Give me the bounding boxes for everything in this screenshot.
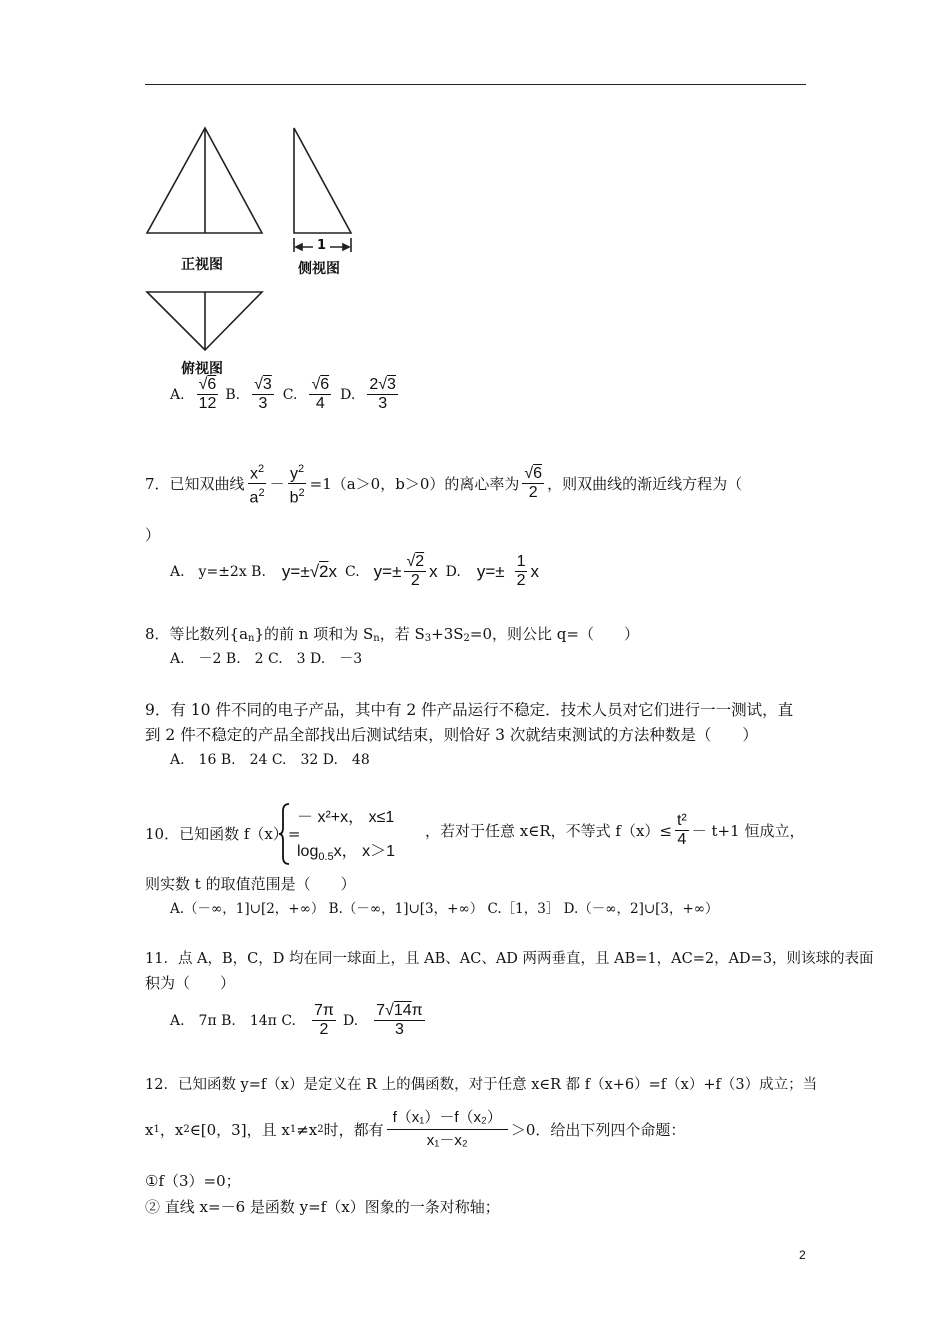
q12-frac-num: f（x₁）－f（x₂） xyxy=(387,1107,508,1130)
q11-options xyxy=(170,1002,428,1039)
q12-neq: ≠x xyxy=(296,1120,318,1139)
q10-t-fraction xyxy=(675,812,689,849)
q7-x: x xyxy=(250,465,258,483)
q11-d-coef: 7 xyxy=(376,1002,386,1019)
side-dim-label: 1 xyxy=(317,238,327,253)
q6-option-d-fraction: $\frac{2√3}{3}$ xyxy=(369,376,396,412)
q8-sub-3: 3 xyxy=(424,633,432,644)
q7-e-radicand: 6 xyxy=(533,465,543,483)
q6-option-b-label: B. xyxy=(225,386,241,403)
q7-options xyxy=(170,553,539,590)
q12-x2: ，x xyxy=(159,1120,184,1139)
q11-line1: 11．点 A，B，C，D 均在同一球面上，且 AB、AC、AD 两两垂直，且 AB=1，AC=2，AD=3，则该球的表面 xyxy=(145,951,874,967)
q6-c-den: 4 xyxy=(315,395,325,412)
q7-x-fraction xyxy=(248,460,267,508)
q11-d-den: 3 xyxy=(394,1021,404,1038)
q10-tail: － t+1 恒成立， xyxy=(691,821,805,840)
q10-options: A.（－∞，1]∪[2，+∞） B.（－∞，1]∪[3，+∞） C.［1，3］ D.（－∞，2]∪[3，+∞） xyxy=(170,901,719,917)
q7-b-exp: 2 xyxy=(298,487,305,500)
top-view-label: 俯视图 xyxy=(181,361,223,377)
q11-c-den: 2 xyxy=(319,1021,329,1038)
q8-part-d: +3S xyxy=(431,625,464,643)
q8-options: A. －2 B. 2 C. 3 D. －3 xyxy=(170,651,363,667)
q7-c-fraction: $\frac{√2}{2}$ xyxy=(406,553,425,589)
q6-b-den: 3 xyxy=(258,395,268,412)
q10-case2 xyxy=(297,838,395,863)
q10-case1: － x²+x， x≤1 xyxy=(297,809,395,826)
q7-e-den: 2 xyxy=(528,484,538,502)
q10-prefix: 10．已知函数 f（x）= xyxy=(145,825,301,843)
q7-prefix: 7．已知双曲线 xyxy=(145,474,245,493)
q6-options xyxy=(170,376,401,413)
q7-option-b: y=±√2x xyxy=(281,561,337,581)
q7-y-exp: 2 xyxy=(298,463,305,475)
q6-a-den: 12 xyxy=(198,395,217,412)
page-number: 2 xyxy=(799,1248,806,1262)
q6-option-a-label: A. xyxy=(170,386,185,403)
q12-prop2: ② 直线 x=－6 是函数 y=f（x）图象的一条对称轴； xyxy=(145,1198,500,1216)
side-view-label: 侧视图 xyxy=(298,261,340,277)
q9-line1: 9．有 10 件不同的电子产品，其中有 2 件产品运行不稳定．技术人员对它们进行一一测试，直 xyxy=(145,701,794,719)
side-view xyxy=(294,128,351,252)
q12-sub3: 1 xyxy=(289,1123,297,1135)
q7-c-rad: 2 xyxy=(415,553,425,570)
q12-sub2: 2 xyxy=(183,1123,190,1135)
q10-t-num: t² xyxy=(676,812,687,829)
q7-y: y xyxy=(290,465,299,483)
three-view-figure xyxy=(140,120,370,380)
q7-d-pre: y=± xyxy=(476,561,505,581)
q7-option-c-label: C. xyxy=(345,563,360,580)
q6-option-c-label: C. xyxy=(282,386,298,403)
q10-mid xyxy=(425,812,804,849)
q8-part-b: }的前 n 项和为 S xyxy=(254,625,374,643)
q10-brace xyxy=(278,803,290,865)
q8-part-a: 8．等比数列{a xyxy=(145,625,249,643)
q12-frac-den: x₁－x₂ xyxy=(426,1132,468,1149)
q11-d-fraction: $\frac{7√14\pi}{3}$ xyxy=(376,1002,423,1038)
q7-option-d-label: D. xyxy=(445,563,461,580)
q12-x1: x xyxy=(145,1120,154,1139)
q6-option-b-fraction: $\frac{√3}{3}$ xyxy=(254,376,272,412)
q6-c-radicand: 6 xyxy=(320,376,330,393)
q7-d-den: 2 xyxy=(516,572,526,589)
q10-line2: 则实数 t 的取值范围是（ ） xyxy=(145,875,356,893)
q12-sub1: 1 xyxy=(153,1123,160,1135)
q6-d-den: 3 xyxy=(378,395,388,412)
q7-b: b xyxy=(289,489,299,507)
q6-d-radicand: 3 xyxy=(387,376,396,393)
q7-c-den: 2 xyxy=(410,572,420,589)
q11-d-rad: 14 xyxy=(393,1002,412,1019)
q8-sub-2: 2 xyxy=(463,633,470,644)
q8-stem xyxy=(145,624,639,649)
q8-part-c: ，若 S xyxy=(379,625,425,643)
q8-sub-n: n xyxy=(248,633,255,644)
q12-when: 时，都有 xyxy=(323,1120,384,1139)
q7-y-fraction xyxy=(288,460,307,508)
q7-c-x: x xyxy=(429,561,438,581)
q7-a-exp: 2 xyxy=(258,487,265,500)
top-view xyxy=(147,292,262,350)
q7-x-exp: 2 xyxy=(258,463,265,475)
q7-d-num: 1 xyxy=(516,553,526,570)
q11-options-ab: A. 7π B. 14π C. xyxy=(170,1012,296,1029)
q7-suffix: ，则双曲线的渐近线方程为（ xyxy=(547,474,743,493)
q6-option-d-label: D. xyxy=(340,386,356,403)
q7-stem xyxy=(145,460,742,508)
q7-b-rad: 2 xyxy=(319,561,329,581)
q12-diff-fraction xyxy=(387,1107,508,1152)
q11-line2: 积为（ ） xyxy=(145,974,236,992)
front-view-label: 正视图 xyxy=(181,257,223,273)
q11-c-num: 7π xyxy=(314,1002,334,1019)
q9-options: A. 16 B. 24 C. 32 D. 48 xyxy=(170,752,370,768)
q10-case2-rest: x， x＞1 xyxy=(333,843,396,860)
q9-line2: 到 2 件不稳定的产品全部找出后测试结束，则恰好 3 次就结束测试的方法种数是（ ） xyxy=(145,726,758,744)
q11-option-d-label: D. xyxy=(342,1012,359,1029)
q10-middle-text: ，若对于任意 x∈R，不等式 f（x）≤ xyxy=(425,821,672,840)
q7-option-a: A. y=±2x B. xyxy=(170,563,266,580)
q7-c-pre: y=± xyxy=(373,561,402,581)
q10-log: log xyxy=(297,843,319,860)
q6-option-c-fraction: $\frac{√6}{4}$ xyxy=(311,376,330,412)
q7-a: a xyxy=(249,489,259,507)
front-view xyxy=(147,128,262,233)
q12-line2 xyxy=(145,1107,685,1152)
q6-d-coef: 2 xyxy=(369,376,379,393)
q7-d-fraction xyxy=(515,553,528,590)
q6-b-radicand: 3 xyxy=(262,376,272,393)
q7-minus: － xyxy=(269,474,285,493)
q12-prop1: ①f（3）=0； xyxy=(145,1172,241,1190)
header-rule xyxy=(145,84,806,85)
q11-c-fraction xyxy=(312,1002,336,1039)
q12-tail: ＞0．给出下列四个命题： xyxy=(510,1120,686,1139)
q7-e-fraction: $\frac{√6}{2}$ xyxy=(524,465,543,502)
q11-d-pi: π xyxy=(411,1002,423,1019)
q10-log-base: 0.5 xyxy=(318,851,334,864)
q7-condition: =1（a＞0，b＞0）的离心率为 xyxy=(309,474,520,493)
q12-line1: 12．已知函数 y=f（x）是定义在 R 上的偶函数，对于任意 x∈R 都 f（x+6）=f（x）+f（3）成立；当 xyxy=(145,1077,818,1093)
q12-sub4: 2 xyxy=(317,1123,324,1135)
q8-part-e: =0，则公比 q=（ ） xyxy=(469,625,639,643)
q7-b-pre: y=± xyxy=(281,561,310,581)
q7-b-x: x xyxy=(328,561,337,581)
q7-close: ） xyxy=(145,526,161,544)
q7-d-x: x xyxy=(530,561,539,581)
q6-option-a-fraction: $\frac{√6}{12}$ xyxy=(198,376,217,412)
q6-a-radicand: 6 xyxy=(207,376,217,393)
q8-sub-n2: n xyxy=(373,633,380,644)
q10-t-den: 4 xyxy=(677,831,687,848)
q12-interval: ∈[0，3]，且 x xyxy=(189,1120,290,1139)
